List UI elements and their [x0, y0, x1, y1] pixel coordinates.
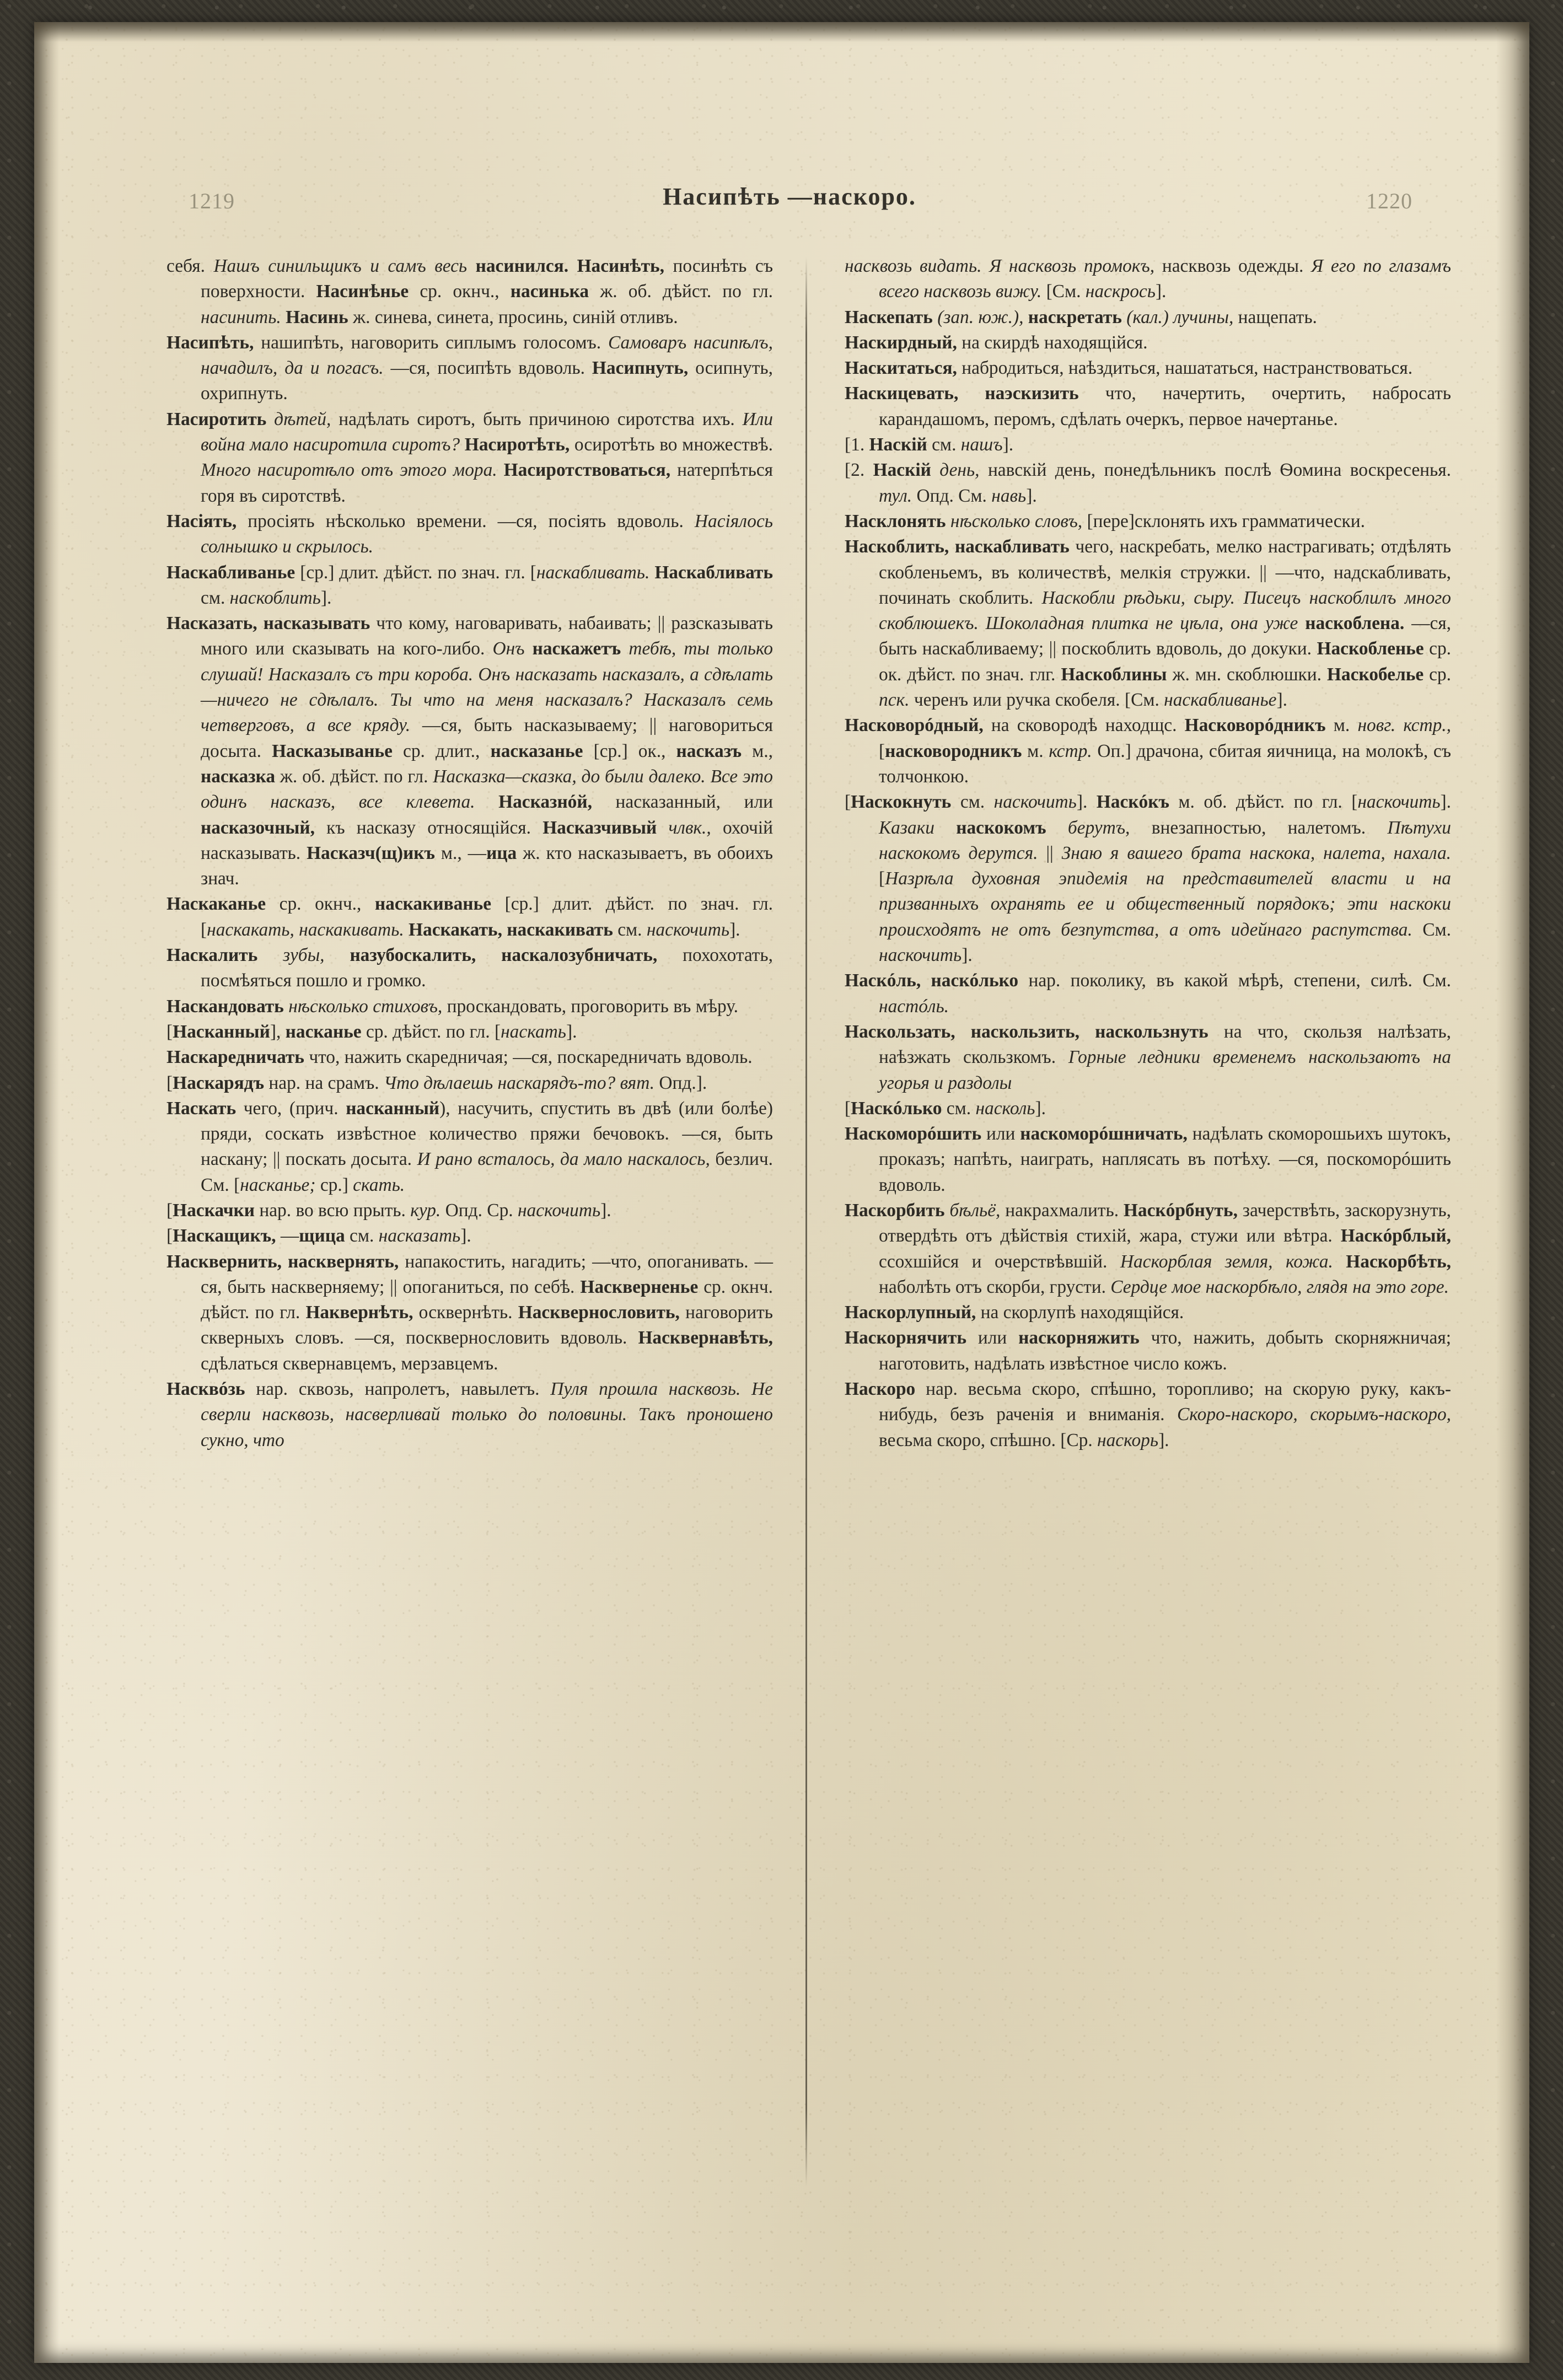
dictionary-entry: Насковорóдный, на сковородѣ находщс. Насковорóдникъ м. новг. кстр., [насковородникъ м. кстр. Оп.] драчона, сбитая яичница, на молокѣ, съ толчонкою. [845, 715, 1451, 787]
dictionary-entry: [Наскарядъ нар. на срамъ. Что дѣлаешь наскарядъ-то? вят. Опд.]. [166, 1072, 707, 1093]
dictionary-entry: Наскабливанье [ср.] длит. дѣйст. по знач. гл. [наскабливать. Наскабливать см. наскоблить]. [166, 562, 773, 608]
dictionary-entry: [Наскокнуть см. наскочить]. Наскóкъ м. об. дѣйст. по гл. [наскочить]. Казаки наскокомъ берутъ, внезапностью, налетомъ. Пѣтухи наскокомъ дерутся. || Знаю я вашего брата наскока, налета, нахала. [Назрѣла духовная эпидемія на представителей власти и на призванныхъ охранять ее и общественный порядокъ; эти наскоки происходятъ не отъ безпутства, а отъ идейнаго распутства. См. наскочить]. [845, 792, 1451, 966]
dictionary-entry: Насклонять нѣсколько словъ, [пере]склонять ихъ грамматически. [845, 511, 1365, 531]
column-left [166, 254, 773, 2249]
dictionary-entry: Насипѣть, нашипѣть, наговорить сиплымъ голосомъ. Самоваръ насипѣлъ, начадилъ, да и погасъ. —ся, посипѣть вдоволь. Насипнуть, осипнуть, охрипнуть. [166, 332, 773, 404]
dictionary-entry: Насквóзь нар. сквозь, напролетъ, навылетъ. Пуля прошла насквозь. Не сверли насквозь, насверливай только до половины. Такъ проношено сукно, что [166, 1379, 773, 1450]
dictionary-entry: Наскользать, наскользить, наскользнуть на что, скользя налѣзать, наѣзжать скользкомъ. Горные ледники временемъ наскользаютъ на угорья и раздолы [845, 1021, 1451, 1093]
dictionary-entry: Наскандовать нѣсколько стиховъ, проскандовать, проговорить въ мѣру. [166, 996, 738, 1017]
dictionary-entry: Насиротить дѣтей, надѣлать сиротъ, быть причиною сиротства ихъ. Или война мало насиротила сиротъ? Насиротѣть, осиротѣть во множествѣ. Много насиротѣло отъ этого мора. Насиротствоваться, натерпѣться горя въ сиротствѣ. [166, 409, 773, 506]
dictionary-entry: Насказать, насказывать что кому, наговаривать, набаивать; || разсказывать много или сказывать на кого-либо. Онъ наскажетъ тебѣ, ты только слушай! Насказалъ съ три короба. Онъ насказать насказалъ, а сдѣлать—ничего не сдѣлалъ. Ты что на меня насказалъ? Насказалъ семь четверговъ, а все кряду. —ся, быть насказываему; || наговориться досыта. Насказыванье ср. длит., насказанье [ср.] ок., насказъ м., насказка ж. об. дѣйст. по гл. Насказка—сказка, до были далеко. Все это одинъ насказъ, все клевета. Насказнóй, насказанный, или насказочный, къ насказу относящійся. Насказчивый члвк., охочій насказывать. Насказч(щ)икъ м., —ица ж. кто насказываетъ, въ обоихъ знач. [166, 613, 774, 889]
dictionary-entry: Наскоро нар. весьма скоро, спѣшно, торопливо; на скорую руку, какъ-нибудь, безъ раченія и вниманія. Скоро-наскоро, скорымъ-наскоро, весьма скоро, спѣшно. [Ср. наскорь]. [845, 1379, 1451, 1450]
text-columns [166, 254, 1451, 2249]
dictionary-entry: Наскаредничать что, нажить скаредничая; —ся, поскаредничать вдоволь. [166, 1047, 753, 1068]
dictionary-entry: Насквернить, насквернять, напакостить, нагадить; —что, опоганивать. —ся, быть наскверняему; || опоганиться, по себѣ. Наскверненье ср. окнч. дѣйст. по гл. Наквернѣть, осквернѣть. Насквернословить, наговорить скверныхъ словъ. —ся, посквернословить вдоволь. Насквернавѣть, сдѣлаться сквернавцемъ, мерзавцемъ. [166, 1251, 773, 1374]
running-head [133, 179, 1446, 218]
dictionary-page-sheet [34, 22, 1529, 2363]
column-divider-rule [805, 257, 807, 2186]
dictionary-entry: Наскорбить бѣльё, накрахмалить. Наскóрбнуть, зачерствѣть, заскорузнуть, отвердѣть отъ дѣйствія стихій, жара, стужи или вѣтра. Наскóрблый, ссохшійся и очерствѣвшій. Наскорблая земля, кожа. Наскорбѣть, наболѣть отъ скорби, грусти. Сердце мое наскорбѣло, глядя на это горе. [845, 1200, 1451, 1297]
page-title: Насипѣть —наскоро. [663, 183, 916, 210]
top-edge-shadow [34, 22, 1529, 42]
dictionary-entry: Наскаканье ср. окнч., наскакиванье [ср.] длит. дѣйст. по знач. гл. [наскакать, наскакивать. Наскакать, наскакивать см. наскочить]. [166, 894, 773, 940]
dictionary-entry: насквозь видать. Я насквозь промокъ, насквозь одежды. Я его по глазамъ всего насквозь вижу. [См. наскрось]. [845, 256, 1451, 302]
dictionary-entry: Наскирдный, на скирдѣ находящійся. [845, 332, 1148, 353]
dictionary-entry: Насіять, просіять нѣсколько времени. —ся, посіять вдоволь. Насіялось солнышко и скрылось. [166, 511, 773, 557]
dictionary-entry: Наскорнячить или наскорняжить что, нажить, добыть скорняжничая; наготовить, надѣлать извѣстное число кожъ. [845, 1328, 1451, 1374]
dictionary-entry: [Наскóлько см. насколь]. [845, 1098, 1046, 1119]
dictionary-entry: [1. Наскій см. нашъ]. [845, 434, 1014, 455]
dictionary-entry: [Наскащикъ, —щица см. насказать]. [166, 1226, 471, 1247]
dictionary-entry: Наскитаться, набродиться, наѣздиться, нашататься, настранствоваться. [845, 358, 1413, 379]
dictionary-entry: Наскепать (зап. юж.), наскретать (кал.) лучины, нащепать. [845, 307, 1317, 327]
dictionary-entry: Наскóль, наскóлько нар. поколику, въ какой мѣрѣ, степени, силѣ. См. настóль. [845, 970, 1451, 1017]
dictionary-entry: [Насканный], насканье ср. дѣйст. по гл. [наскать]. [166, 1021, 577, 1042]
page-number-right: 1220 [1366, 189, 1412, 213]
dictionary-entry: Наскоблить, наскабливать чего, наскребать, мелко настрагивать; отдѣлять скобленьемъ, въ количествѣ, мелкія стружки. || —что, надскабливать, починать скоблить. Наскобли рѣдьки, сыру. Писецъ наскоблилъ много скоблюшекъ. Шоколадная плитка не цѣла, она уже наскоблена. —ся, быть наскабливаему; || поскоблить вдоволь, до докуки. Наскобленье ср. ок. дѣйст. по знач. глг. Наскоблины ж. мн. скоблюшки. Наскобелье ср. пск. черенъ или ручка скобеля. [См. наскабливанье]. [845, 536, 1451, 711]
dictionary-entry: Наскицевать, наэскизить что, начертить, очертить, набросать карандашомъ, перомъ, сдѣлать очеркъ, первое начертанье. [845, 383, 1451, 429]
dictionary-entry: Наскалить зубы, назубоскалить, наскалозубничать, похохотать, посмѣяться пошло и громко. [166, 945, 773, 991]
page-number-left: 1219 [189, 189, 235, 213]
right-edge-shadow [1496, 22, 1529, 2363]
left-edge-shadow [34, 22, 60, 2363]
column-right [845, 254, 1451, 2249]
dictionary-entry: себя. Нашъ синильщикъ и самъ весь насинился. Насинѣть, посинѣть съ поверхности. Насинѣнье ср. окнч., насинька ж. об. дѣйст. по гл. насинить. Насинь ж. синева, синета, просинь, синій отливъ. [166, 256, 773, 327]
dictionary-entry: Наскоморóшить или наскоморóшничать, надѣлать скоморошьихъ шутокъ, проказъ; напѣть, наиграть, наплясать въ потѣху. —ся, поскоморóшить вдоволь. [845, 1124, 1451, 1195]
dictionary-entry: [2. Наскій день, навскій день, понедѣльникъ послѣ Ѳомина воскресенья. тул. Опд. См. навь]. [845, 460, 1451, 506]
dictionary-entry: Наскать чего, (прич. насканный), насучить, спустить въ двѣ (или болѣе) пряди, соскать извѣстное количество пряжи бечовокъ. —ся, быть наскану; || поскать досыта. И рано всталось, да мало наскалось, безлич. См. [насканье; ср.] скать. [166, 1098, 773, 1195]
dictionary-entry: Наскорлупный, на скорлупѣ находящійся. [845, 1302, 1184, 1323]
dictionary-entry: [Наскачки нар. во всю прыть. кур. Опд. Ср. наскочить]. [166, 1200, 611, 1221]
